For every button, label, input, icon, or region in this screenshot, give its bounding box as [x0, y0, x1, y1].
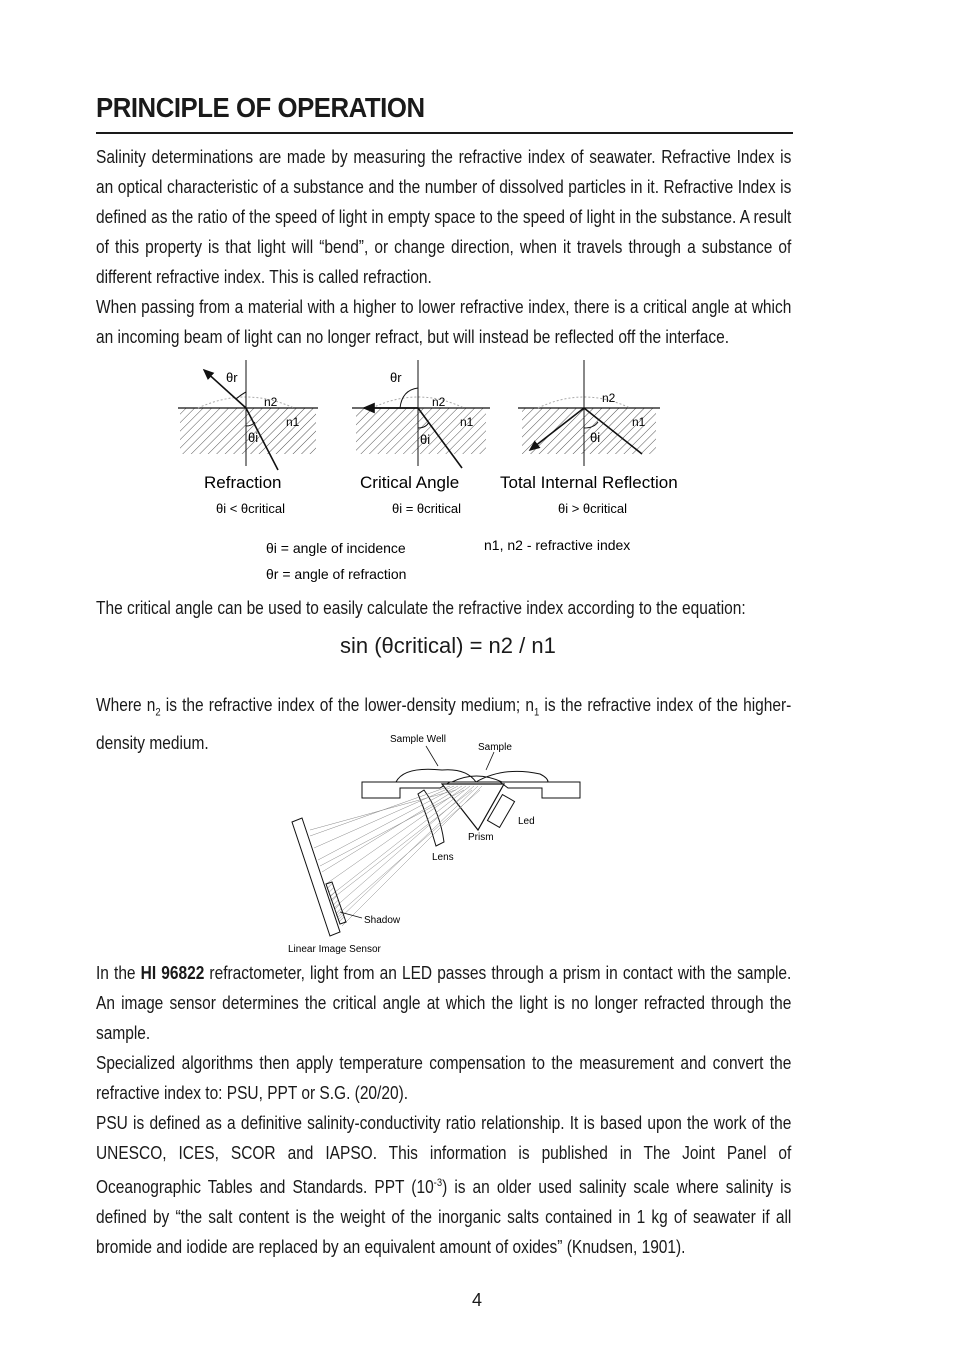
linear-image-sensor — [292, 818, 340, 936]
critical-angle-title: Critical Angle — [360, 473, 460, 492]
critical-angle-relation: θi = θcritical — [392, 501, 461, 516]
n1-label-3: n1 — [632, 415, 646, 429]
lens — [418, 790, 444, 846]
theta-i-label-2: θi — [420, 432, 431, 447]
paragraph-equation-intro: The critical angle can be used to easily calculate the refractive index according to the equation: — [96, 598, 746, 618]
refraction-title: Refraction — [204, 473, 282, 492]
page-number: 4 — [471, 1290, 482, 1310]
legend-incidence: θi = angle of incidence — [266, 540, 406, 556]
theta-i-label-1: θi — [248, 430, 259, 445]
paragraph-refractive-index: Salinity determinations are made by measuring the refractive index of seawater. Refractive Index is an optical characteristic of a substance and the number of dissolved particles in it. Refractive Index is defined as the ratio of the speed of light in empty space to the speed of light in the substance. A result of this property is that light will “bend”, or change direction, when it travels through a substance of different refractive index. This is called refraction. — [96, 147, 792, 287]
n2-label-1: n2 — [264, 395, 278, 409]
n2-label-3: n2 — [602, 391, 616, 405]
paragraph-hi96822: In the HI 96822 refractometer, light from an LED passes through a prism in contact with the sample. An image sensor determines the critical angle at which the light is no longer refracted through the sample. — [96, 963, 792, 1043]
label-shadow: Shadow — [364, 915, 401, 926]
title-rule — [96, 132, 793, 134]
n2-label-2: n2 — [432, 395, 446, 409]
panel-total-internal-reflection — [500, 360, 678, 516]
page-title: PRINCIPLE OF OPERATION — [96, 92, 425, 123]
refractometer-optics-diagram — [280, 726, 600, 958]
panel-refraction — [178, 360, 318, 516]
sample-well-left — [396, 769, 476, 782]
n1-label-2: n1 — [460, 415, 474, 429]
label-sample: Sample — [478, 742, 512, 753]
label-led: Led — [518, 816, 535, 827]
refraction-diagram — [170, 356, 730, 588]
paragraph-where: Where $n_2$ is the refractive index of the lower-density medium; $n_1$ is the refractive index of the higher-density medium. — [96, 695, 792, 753]
tir-relation: θi > θcritical — [558, 501, 627, 516]
theta-r-label-1: θr — [226, 370, 238, 385]
refraction-relation: θi < θcritical — [216, 501, 285, 516]
label-sample-well: Sample Well — [390, 734, 446, 745]
label-lens: Lens — [432, 852, 454, 863]
label-prism: Prism — [468, 832, 494, 843]
n1-label-1: n1 — [286, 415, 300, 429]
paragraph-psu: PSU is defined as a definitive salinity-conductivity ratio relationship. It is based upon the work of the UNESCO, ICES, SCOR and IAPSO. This information is published in The Joint Panel of Oceanographic Tables and Standards. PPT $(10^{-3})$ is an older used salinity scale where salinity is defined by “the salt content is the weight of the inorganic salts contained in 1 kg of seawater if all bromide and iodide are replaced by an equivalent amount of oxides” (Knudsen, 1901). — [96, 1113, 792, 1257]
panel-critical-angle — [352, 360, 490, 516]
legend-refraction: θr = angle of refraction — [266, 566, 407, 582]
theta-r-label-2: θr — [390, 370, 402, 385]
theta-i-label-3: θi — [590, 430, 601, 445]
paragraph-algorithms: Specialized algorithms then apply temperature compensation to the measurement and convert the refractive index to: PSU, PPT or S.G. (20/20). — [96, 1053, 792, 1103]
legend-refractive-index: n1, n2 - refractive index — [484, 537, 631, 553]
model-name: HI 96822 — [140, 963, 205, 983]
label-linear-image-sensor: Linear Image Sensor — [288, 944, 381, 955]
tir-title: Total Internal Reflection — [500, 473, 678, 492]
paragraph-critical-angle: When passing from a material with a higher to lower refractive index, there is a critical angle at which an incoming beam of light can no longer refract, but will instead be reflected off the interface. — [96, 297, 792, 347]
critical-angle-equation: sin (θcritical) = n2 / n1 — [340, 633, 556, 658]
